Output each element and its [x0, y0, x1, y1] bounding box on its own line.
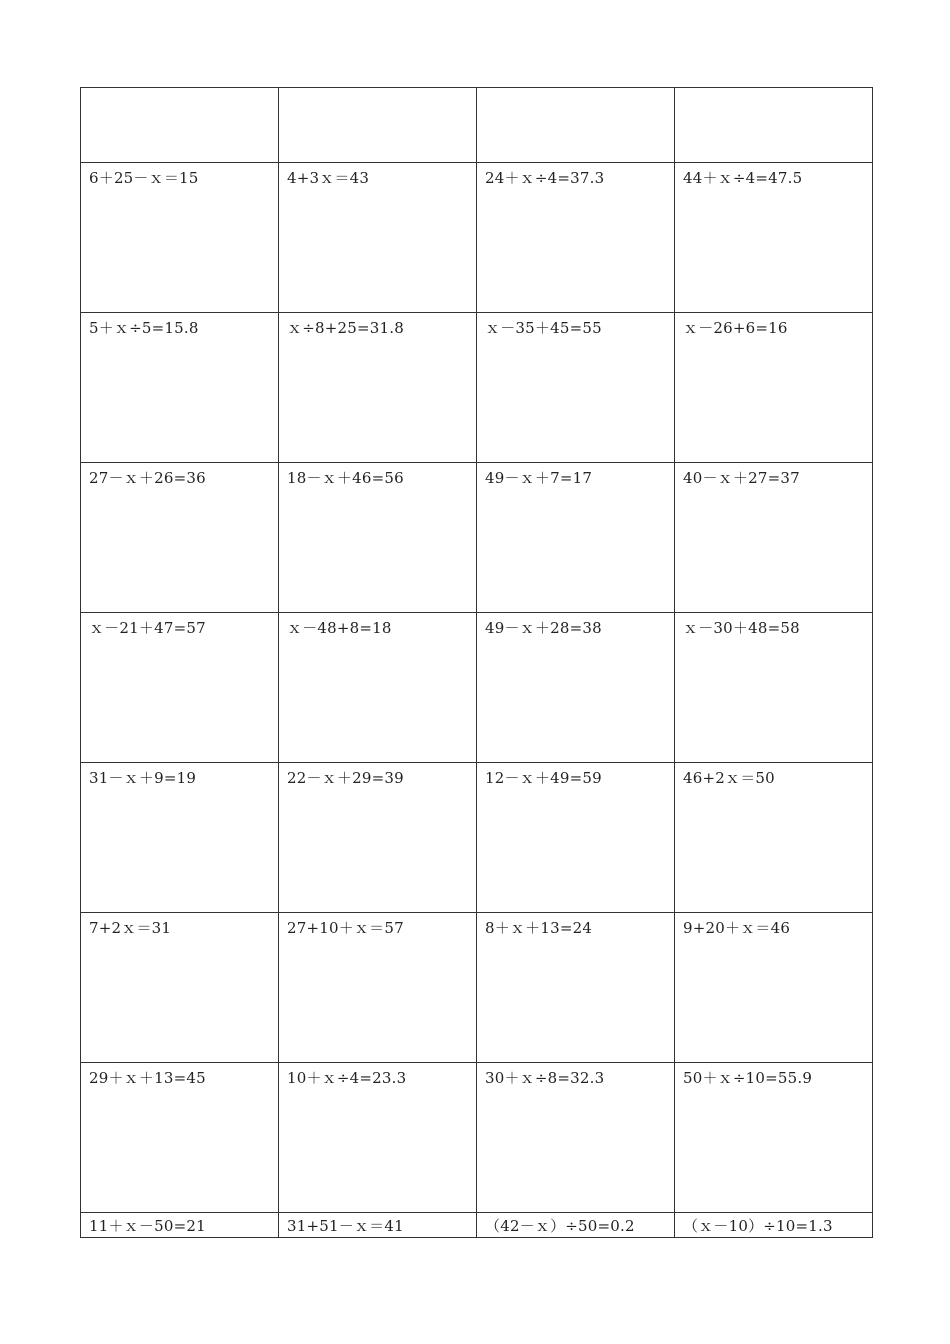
equation-text: 8＋ｘ＋13=24 — [485, 919, 593, 937]
equation-cell — [477, 1213, 675, 1238]
equation-text: ｘ－35＋45=55 — [485, 319, 602, 337]
equation-cell — [81, 763, 279, 913]
equation-text: 30＋ｘ÷8=32.3 — [485, 1069, 605, 1087]
equation-cell — [279, 1063, 477, 1213]
equation-cell — [675, 613, 873, 763]
equation-cell — [675, 763, 873, 913]
equation-cell — [279, 163, 477, 313]
equation-cell — [279, 613, 477, 763]
equation-text: 24＋ｘ÷4=37.3 — [485, 169, 605, 187]
equation-text: 44＋ｘ÷4=47.5 — [683, 169, 803, 187]
equation-text: 11＋ｘ－50=21 — [89, 1217, 206, 1235]
equation-cell — [477, 913, 675, 1063]
equation-cell — [675, 463, 873, 613]
header-cell — [675, 88, 873, 163]
equation-text: ｘ－26+6=16 — [683, 319, 788, 337]
equation-cell — [675, 313, 873, 463]
equation-cell — [81, 613, 279, 763]
equation-cell — [81, 313, 279, 463]
table-row — [81, 613, 873, 763]
equation-cell — [81, 163, 279, 313]
equation-cell — [279, 913, 477, 1063]
table-row — [81, 913, 873, 1063]
table-row — [81, 763, 873, 913]
equation-text: 29＋ｘ＋13=45 — [89, 1069, 206, 1087]
equation-text: 5＋ｘ÷5=15.8 — [89, 319, 199, 337]
table-row — [81, 163, 873, 313]
equation-text: 18－ｘ＋46=56 — [287, 469, 404, 487]
equation-text: 12－ｘ＋49=59 — [485, 769, 602, 787]
equation-text: 27+10＋ｘ＝57 — [287, 919, 404, 937]
equation-text: （42－ｘ）÷50=0.2 — [485, 1217, 635, 1235]
equation-cell — [81, 1213, 279, 1238]
table-row — [81, 1063, 873, 1213]
table-row — [81, 463, 873, 613]
equation-cell — [279, 1213, 477, 1238]
equation-cell — [81, 1063, 279, 1213]
equation-cell — [279, 313, 477, 463]
equation-text: ｘ－48+8=18 — [287, 619, 392, 637]
equation-cell — [477, 463, 675, 613]
equation-cell — [675, 913, 873, 1063]
header-cell-text — [675, 88, 872, 94]
header-cell-text — [477, 88, 674, 94]
equation-text: ｘ－21＋47=57 — [89, 619, 206, 637]
equation-cell — [675, 1213, 873, 1238]
equation-text: 7+2ｘ＝31 — [89, 919, 172, 937]
equation-cell — [279, 763, 477, 913]
equation-text: 49－ｘ＋28=38 — [485, 619, 602, 637]
equation-text: 31+51－ｘ＝41 — [287, 1217, 404, 1235]
equation-text: 49－ｘ＋7=17 — [485, 469, 593, 487]
equation-cell — [477, 613, 675, 763]
equation-text: （ｘ－10）÷10=1.3 — [683, 1217, 833, 1235]
equation-cell — [477, 313, 675, 463]
equation-text: 31－ｘ＋9=19 — [89, 769, 197, 787]
equation-text: 27－ｘ＋26=36 — [89, 469, 206, 487]
equation-text: 40－ｘ＋27=37 — [683, 469, 800, 487]
equation-text: 22－ｘ＋29=39 — [287, 769, 404, 787]
equation-cell — [81, 913, 279, 1063]
header-cell-text — [279, 88, 476, 94]
equation-cell — [279, 463, 477, 613]
equation-text: 10＋ｘ÷4=23.3 — [287, 1069, 407, 1087]
header-cell-text — [81, 88, 278, 94]
equation-cell — [675, 163, 873, 313]
equation-text: 50＋ｘ÷10=55.9 — [683, 1069, 813, 1087]
equation-cell — [477, 763, 675, 913]
header-cell — [279, 88, 477, 163]
equation-text: 6＋25－ｘ＝15 — [89, 169, 199, 187]
equation-text: 4+3ｘ＝43 — [287, 169, 370, 187]
equation-text: ｘ－30＋48=58 — [683, 619, 800, 637]
header-cell — [81, 88, 279, 163]
equation-cell — [675, 1063, 873, 1213]
equation-text: 46+2ｘ＝50 — [683, 769, 775, 787]
equation-cell — [477, 1063, 675, 1213]
equation-worksheet-table — [80, 87, 873, 1238]
equation-cell — [477, 163, 675, 313]
table-row — [81, 313, 873, 463]
equation-text: 9+20＋ｘ＝46 — [683, 919, 791, 937]
equation-cell — [81, 463, 279, 613]
table-row-last — [81, 1213, 873, 1238]
table-header-row — [81, 88, 873, 163]
header-cell — [477, 88, 675, 163]
equation-text: ｘ÷8+25=31.8 — [287, 319, 404, 337]
